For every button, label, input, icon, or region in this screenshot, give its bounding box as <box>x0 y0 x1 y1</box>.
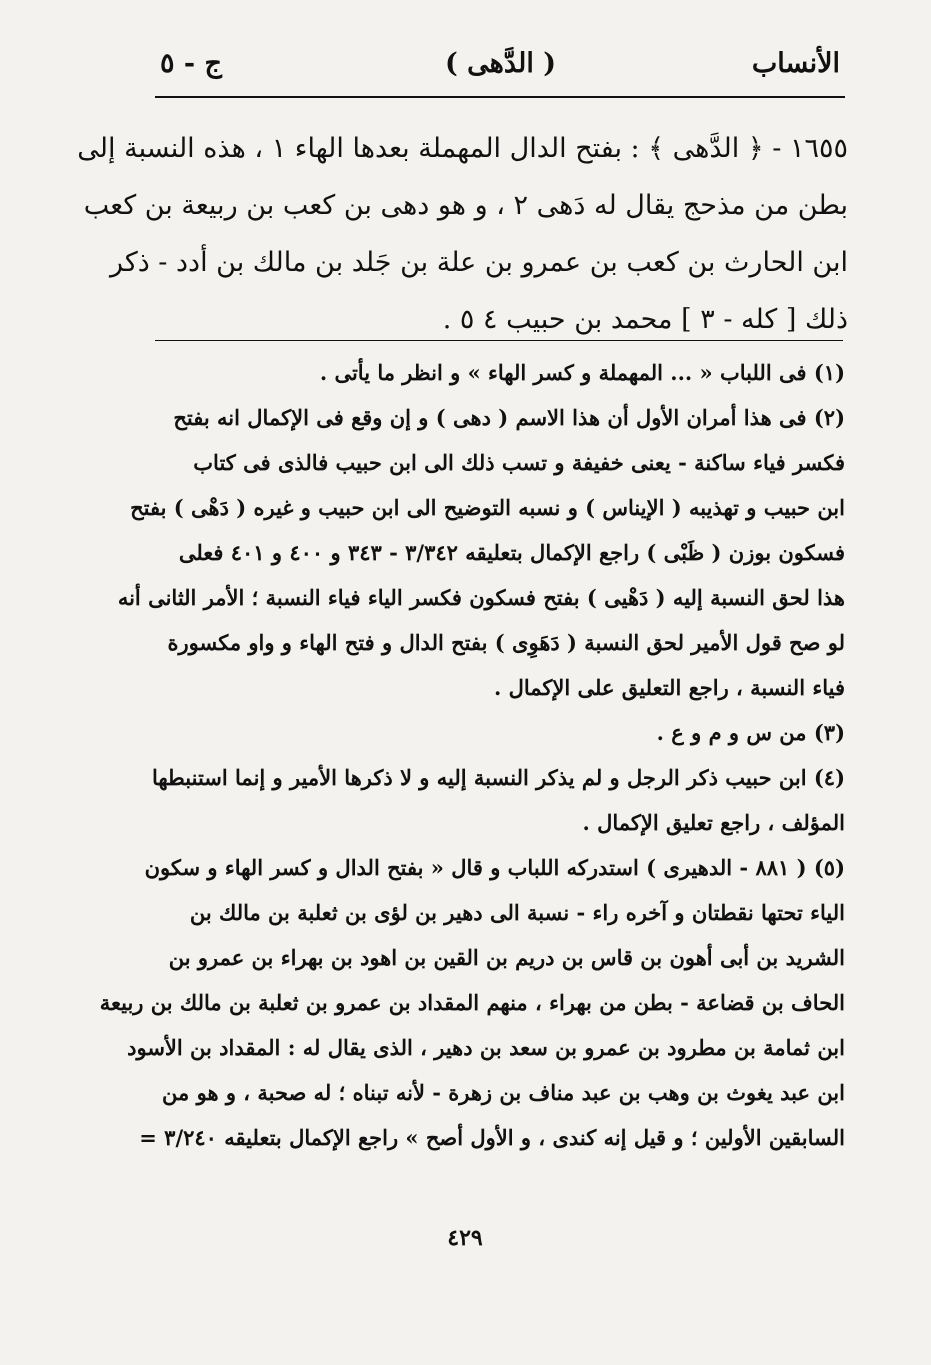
running-header <box>160 48 840 88</box>
footnote-line: ابن ثمامة بن مطرود بن عمرو بن سعد بن دهير ، الذى يقال له : المقداد بن الأسود <box>127 1035 845 1060</box>
header-entry-title: ( الدَّهى ) <box>445 48 556 79</box>
footnote-line: ابن عبد يغوث بن وهب بن عبد مناف بن زهرة - لأنه تبناه ؛ له صحبة ، و هو من <box>162 1080 845 1105</box>
footnotes <box>99 350 845 1160</box>
footnote-line: (١) فى اللباب « ... المهملة و كسر الهاء » و انظر ما يأتى . <box>319 360 845 385</box>
main-text-line: ذلك [ كله - ٣ ] محمد بن حبيب ٤ ٥ . <box>442 304 848 335</box>
main-entry-text <box>77 120 848 348</box>
footnote-2 <box>117 395 845 710</box>
footnote-line: (٤) ابن حبيب ذكر الرجل و لم يذكر النسبة إليه و لا ذكرها الأمير و إنما استنبطها <box>151 765 845 790</box>
footnote-5 <box>99 845 845 1160</box>
footnote-1 <box>150 350 845 395</box>
page-number: ٤٢٩ <box>447 1225 483 1251</box>
footnote-line: السابقين الأولين ؛ و قيل إنه كندى ، و الأول أصح » راجع الإكمال بتعليقه ٣/٢٤٠ = <box>139 1125 845 1150</box>
header-rule <box>155 96 845 98</box>
footnote-line: فسكون بوزن ( ظَبْى ) راجع الإكمال بتعليقه ٣/٣٤٢ - ٣٤٣ و ٤٠٠ و ٤٠١ فعلى <box>178 540 845 565</box>
main-text-line: بطن من مذحج يقال له دَهى ٢ ، و هو دهى بن كعب بن ربيعة بن كعب <box>83 190 848 221</box>
footnote-line: ابن حبيب و تهذيبه ( الإيناس ) و نسبه التوضيح الى ابن حبيب و غيره ( دَهْى ) بفتح <box>130 495 845 520</box>
footnote-line: (٢) فى هذا أمران الأول أن هذا الاسم ( دهى ) و إن وقع فى الإكمال انه بفتح <box>173 405 845 430</box>
footnote-line: لو صح قول الأمير لحق النسبة ( دَهَوِى ) بفتح الدال و فتح الهاء و واو مكسورة <box>167 630 845 655</box>
footnote-line: الياء تحتها نقطتان و آخره راء - نسبة الى دهير بن لؤى بن ثعلبة بن مالك بن <box>189 900 845 925</box>
footnote-line: فياء النسبة ، راجع التعليق على الإكمال . <box>493 675 845 700</box>
footnote-separator <box>155 340 843 341</box>
footnote-line: (٥) ( ٨٨١ - الدهيرى ) استدركه اللباب و قال « بفتح الدال و كسر الهاء و سكون <box>144 855 845 880</box>
footnote-line: (٣) من س و م و ع . <box>656 720 845 745</box>
header-volume: ج - ٥ <box>160 48 222 79</box>
footnote-line: الحاف بن قضاعة - بطن من بهراء ، منهم المقداد بن عمرو بن ثعلبة بن مالك بن ربيعة <box>99 990 845 1015</box>
footnote-line: هذا لحق النسبة إليه ( دَهْيى ) بفتح فسكون فكسر الياء فياء النسبة ؛ الأمر الثانى أنه <box>117 585 845 610</box>
main-text-line: ١٦٥٥ - ﴿ الدَّهى ﴾ : بفتح الدال المهملة بعدها الهاء ١ ، هذه النسبة إلى <box>77 133 848 164</box>
footnote-4 <box>150 755 845 845</box>
footnote-line: المؤلف ، راجع تعليق الإكمال . <box>582 810 845 835</box>
header-book-title: الأنساب <box>751 48 840 79</box>
footnote-3 <box>150 710 845 755</box>
footnote-line: الشريد بن أبى أهون بن قاس بن دريم بن القين بن اهود بن بهراء بن عمرو بن <box>168 945 845 970</box>
footnote-line: فكسر فياء ساكنة - يعنى خفيفة و تسب ذلك الى ابن حبيب فالذى فى كتاب <box>193 450 845 475</box>
main-text-line: ابن الحارث بن كعب بن عمرو بن علة بن جَلد بن مالك بن أدد - ذكر <box>109 247 848 278</box>
